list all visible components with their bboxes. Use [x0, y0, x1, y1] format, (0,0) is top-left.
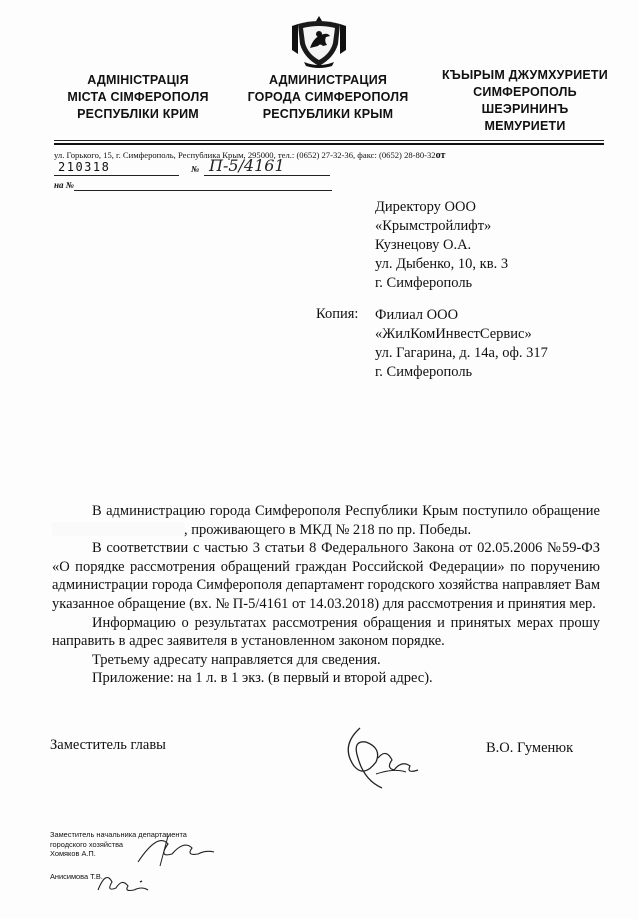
- number-underline: [204, 175, 330, 176]
- header-cr-line: МЕМУРИЕТИ: [484, 119, 566, 133]
- reference-label: на №: [54, 180, 74, 190]
- footer-line: Хомяков А.П.: [50, 849, 96, 859]
- header-cr-line: ШЕЭРИНИНЪ: [481, 102, 569, 116]
- header-ua-line: МІСТА СІМФЕРОПОЛЯ: [67, 90, 209, 104]
- copy-line: Филиал ООО: [375, 307, 459, 323]
- reference-line: [54, 178, 334, 192]
- copy-line: ул. Гагарина, д. 14а, оф. 317: [375, 345, 548, 361]
- letter-body: [52, 502, 600, 688]
- address-line: [54, 150, 614, 161]
- header-crimean-tatar: [425, 67, 625, 135]
- copy-line: «ЖилКомИнвестСервис»: [375, 326, 532, 342]
- signatory-name: В.О. Гуменюк: [486, 740, 574, 756]
- copy-line: г. Симферополь: [375, 364, 473, 380]
- handwritten-initials: [90, 862, 160, 898]
- recipient-line: ул. Дыбенко, 10, кв. 3: [375, 256, 509, 272]
- header-divider: [54, 140, 604, 141]
- header-ukrainian: [48, 72, 228, 123]
- body-paragraph-3: Информацию о результатах рассмотрения обращения и принятых мерах прошу направить в адрес заявителя в установленном законом порядке.: [52, 614, 600, 650]
- header-russian: [228, 72, 428, 123]
- footer-line: Заместитель начальника департамента: [50, 830, 187, 839]
- address-text: ул. Горького, 15, г. Симферополь, Республика Крым, 295000, тел.: (0652) 27-32-36, факс: (0652) 28-80-32: [54, 150, 436, 160]
- header-ru-line: РЕСПУБЛИКИ КРЫМ: [262, 107, 394, 121]
- recipient-block: [375, 198, 508, 293]
- header-cr-line: КЪЫРЫМ ДЖУМХУРИЕТИ: [442, 68, 608, 82]
- address-suffix: от: [435, 150, 446, 161]
- redacted-name: [52, 522, 184, 536]
- header-ru-line: ГОРОДА СИМФЕРОПОЛЯ: [247, 90, 409, 104]
- body-paragraph-4: Третьему адресату направляется для сведения.: [92, 651, 381, 668]
- crimea-coat-of-arms-icon: [290, 14, 348, 68]
- recipient-line: «Крымстройлифт»: [375, 218, 492, 234]
- header-cr-line: СИМФЕРОПОЛЬ: [473, 85, 577, 99]
- body-p1-start: В администрацию города Симферополя Республики Крым поступило обращение: [92, 503, 600, 519]
- body-paragraph-5: Приложение: на 1 л. в 1 экз. (в первый и второй адрес).: [92, 670, 433, 687]
- handwritten-signature: [330, 718, 450, 798]
- recipient-line: Директору ООО: [375, 199, 476, 215]
- header-ua-line: РЕСПУБЛІКИ КРИМ: [77, 107, 199, 121]
- date-underline: [54, 175, 179, 176]
- signatory-title: Заместитель главы: [50, 737, 166, 753]
- body-paragraph-1: [52, 502, 600, 539]
- header-divider-thick: [54, 143, 604, 145]
- registration-line: [54, 156, 334, 177]
- reference-underline: [74, 190, 332, 191]
- recipient-line: г. Симферополь: [375, 275, 473, 291]
- recipient-line: Кузнецову О.А.: [375, 237, 472, 253]
- number-label: №: [191, 164, 200, 174]
- body-paragraph-2: В соответствии с частью 3 статьи 8 Федерального Закона от 02.05.2006 №59-ФЗ «О порядке рассмотрения обращений граждан Российской Федерации» по поручению администрации города Симферополя департамент городского хозяйства направляет Вам указанное обращение (вх. № П-5/4161 от 14.03.2018) для рассмотрения и принятия мер.: [52, 540, 600, 612]
- body-p1-end: , проживающего в МКД № 218 по пр. Победы.: [184, 521, 472, 538]
- copy-label: Копия:: [316, 306, 359, 322]
- registration-number: П-5/4161: [209, 156, 285, 175]
- executor-name: Анисимова Т.В.: [50, 872, 103, 881]
- footer-line: городского хозяйства: [50, 839, 124, 849]
- header-ru-line: АДМИНИСТРАЦИЯ: [268, 73, 388, 87]
- registration-date: 210318: [58, 160, 111, 174]
- header-ua-line: АДМІНІСТРАЦІЯ: [87, 73, 189, 87]
- copy-recipient-block: [375, 306, 548, 382]
